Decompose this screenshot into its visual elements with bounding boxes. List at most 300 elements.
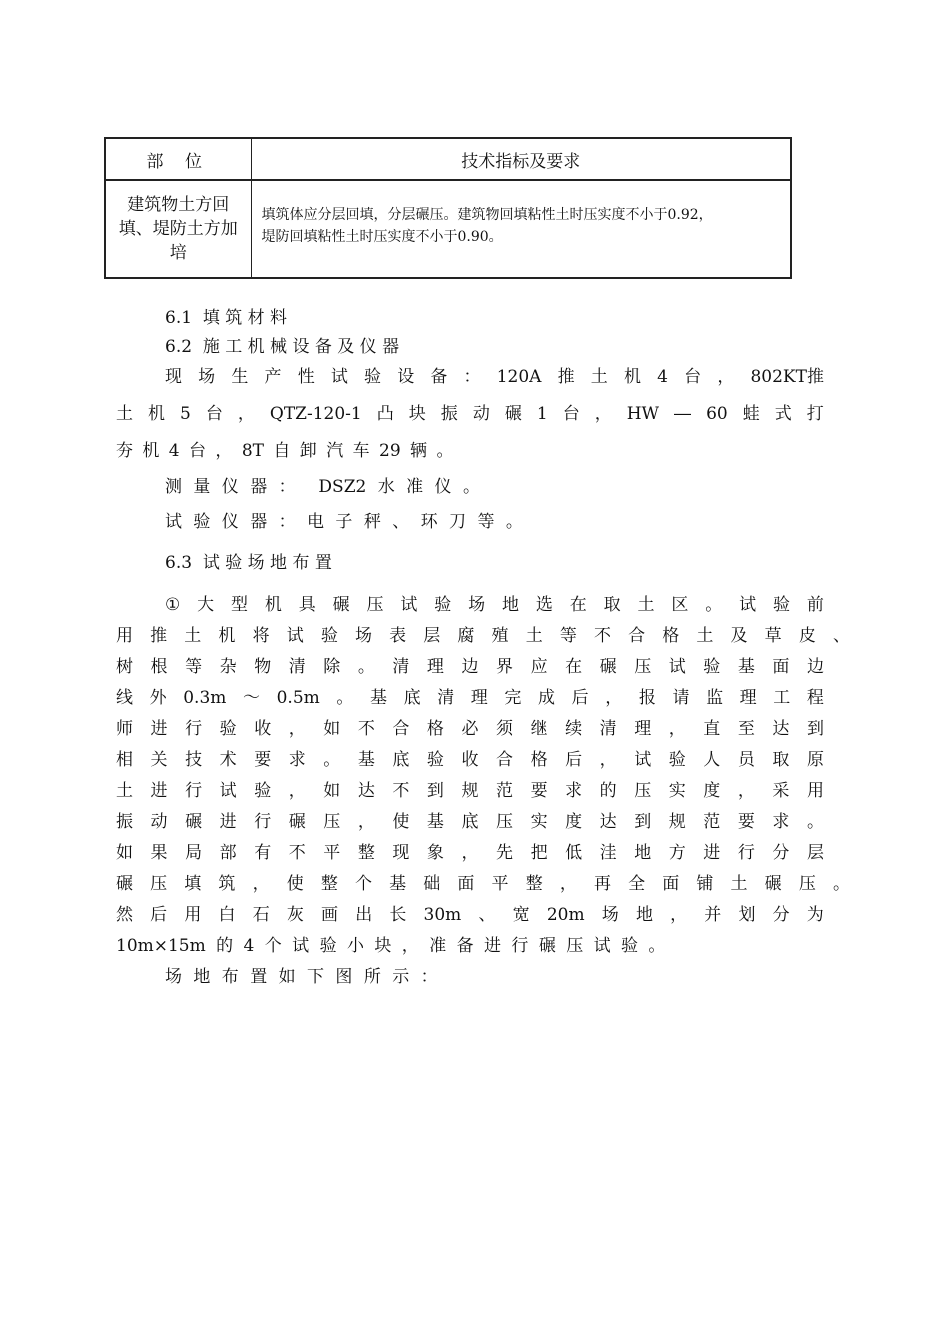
line-token: 面	[772, 657, 790, 677]
line-token: 压	[150, 874, 168, 894]
site-paragraph-line	[116, 811, 824, 833]
line-token: ，	[717, 367, 735, 387]
line-token: 后	[150, 905, 168, 925]
line-token: 蛙	[742, 404, 760, 424]
line-token: 推	[557, 367, 575, 387]
line-token: 原	[806, 750, 824, 770]
line-token: 整	[357, 843, 375, 863]
line-token: 验	[773, 595, 790, 615]
line-token: 。	[806, 812, 824, 832]
line-token: 行	[185, 719, 203, 739]
line-token: 碾	[185, 812, 203, 832]
site-paragraph-line	[165, 594, 824, 616]
line-token: 根	[150, 657, 168, 677]
line-token: 土	[637, 595, 655, 615]
line-token: 草	[764, 626, 782, 646]
line-token: 人	[703, 750, 721, 770]
line-token: 皮	[798, 626, 816, 646]
line-token: 面	[662, 874, 680, 894]
line-token: ，	[599, 750, 617, 770]
line-token: 如	[323, 781, 341, 801]
row-requirement-line: 填筑体应分层回填，分层碾压。建筑物回填粘性土时压实度不小于0.92，	[261, 207, 713, 223]
line-token: 划	[738, 905, 756, 925]
line-token: 压	[798, 874, 816, 894]
line-token: 推	[150, 626, 168, 646]
line-token: 规	[461, 781, 479, 801]
line-token: ，	[668, 719, 686, 739]
line-token: 程	[806, 688, 824, 708]
line-token: 地	[634, 843, 652, 863]
line-token: 用	[806, 781, 824, 801]
line-token: 面	[457, 874, 475, 894]
line-token: 产	[264, 367, 282, 387]
line-token: 局	[185, 843, 203, 863]
line-token: 长	[389, 905, 407, 925]
line-token: 收	[254, 719, 272, 739]
line-token: 报	[638, 688, 656, 708]
line-token: 行	[254, 812, 272, 832]
line-token: 宽	[512, 905, 530, 925]
line-token: 底	[461, 812, 479, 832]
line-token: 白	[218, 905, 236, 925]
line-token: 如	[116, 843, 133, 863]
line-token: 验	[434, 595, 452, 615]
line-token: 再	[593, 874, 611, 894]
line-token: 行	[185, 781, 203, 801]
line-token: 。	[832, 874, 850, 894]
line-token: 台	[684, 367, 702, 387]
site-paragraph-line	[116, 842, 824, 864]
line-token: 进	[219, 812, 237, 832]
line-token: 杂	[219, 657, 237, 677]
line-token: 使	[392, 812, 410, 832]
line-token: ，	[670, 905, 688, 925]
line-token: QTZ-120-1	[269, 404, 362, 424]
line-token: 振	[440, 404, 458, 424]
line-token: 实	[668, 781, 686, 801]
line-token: 达	[772, 719, 790, 739]
line-token: 合	[392, 719, 410, 739]
line-token: 0.5m	[276, 688, 320, 708]
line-token: 范	[496, 781, 514, 801]
site-paragraph-line	[116, 687, 824, 709]
line-token: 在	[565, 657, 583, 677]
line-token: ～	[242, 688, 260, 708]
line-token: 基	[426, 812, 444, 832]
line-token: 清	[392, 657, 410, 677]
line-token: 整	[525, 874, 543, 894]
line-token: 5	[180, 404, 191, 424]
line-token: 成	[538, 688, 556, 708]
line-token: ，	[737, 781, 755, 801]
line-token: 格	[426, 719, 444, 739]
line-token: 全	[628, 874, 646, 894]
line-token: 理	[739, 688, 757, 708]
line-token: 不	[288, 843, 306, 863]
site-paragraph-line: 10m×15m 的 4 个 试 验 小 块 ， 准 备 进 行 碾 压 试 验 。	[116, 936, 666, 956]
line-token: 平	[323, 843, 341, 863]
line-token: 直	[703, 719, 721, 739]
line-token: 线	[116, 688, 133, 708]
header-requirements: 技术指标及要求	[251, 138, 791, 180]
line-token: 请	[672, 688, 690, 708]
line-token: 筑	[218, 874, 236, 894]
line-token: 基	[737, 657, 755, 677]
line-token: ，	[559, 874, 577, 894]
line-token: 、	[478, 905, 496, 925]
row-location	[105, 180, 251, 278]
line-token: 式	[774, 404, 792, 424]
line-token: 画	[321, 905, 339, 925]
line-token: 到	[806, 719, 824, 739]
line-token: 试	[219, 781, 237, 801]
line-token: 120A	[496, 367, 542, 387]
line-token: 碾	[504, 404, 522, 424]
line-token: 的	[599, 781, 617, 801]
spec-table	[104, 137, 792, 279]
line-token: 台	[205, 404, 223, 424]
line-token: 先	[496, 843, 514, 863]
line-token: 范	[703, 812, 721, 832]
section-6-2-heading: 6.2 施 工 机 械 设 备 及 仪 器	[165, 337, 400, 357]
line-token: 机	[623, 367, 641, 387]
line-token: 不	[392, 781, 410, 801]
line-token: 将	[252, 626, 270, 646]
line-token: 30m	[423, 905, 462, 925]
line-token: 台	[562, 404, 580, 424]
line-token: 填	[184, 874, 202, 894]
line-token: 收	[461, 750, 479, 770]
line-token: 土	[696, 626, 714, 646]
line-token: 界	[496, 657, 514, 677]
line-token: 凸	[376, 404, 394, 424]
line-token: ，	[237, 404, 255, 424]
line-token: 土	[116, 781, 133, 801]
line-token: 动	[472, 404, 490, 424]
line-token: 试	[668, 657, 686, 677]
row-requirements	[251, 180, 791, 278]
line-token: 达	[357, 781, 375, 801]
site-paragraph-line	[116, 873, 850, 895]
line-token: 合	[628, 626, 646, 646]
row-location-line: 建筑物土方回	[127, 195, 230, 215]
line-token: 灰	[286, 905, 304, 925]
line-token: 技	[185, 750, 203, 770]
line-token: 场	[198, 367, 216, 387]
line-token: 行	[737, 843, 755, 863]
line-token: 土	[116, 404, 133, 424]
line-token: 完	[504, 688, 522, 708]
line-token: 选	[535, 595, 553, 615]
line-token: 土	[184, 626, 202, 646]
line-token: 清	[599, 719, 617, 739]
line-token: 要	[530, 781, 548, 801]
line-token: 0.3m	[183, 688, 227, 708]
line-token: 。	[323, 750, 341, 770]
line-token: 振	[116, 812, 133, 832]
line-token: 生	[231, 367, 249, 387]
row-location-line: 填、堤防土方加	[118, 219, 238, 239]
line-token: 压	[366, 595, 384, 615]
line-token: 个	[354, 874, 372, 894]
line-token: 。	[357, 657, 375, 677]
line-token: 求	[565, 781, 583, 801]
line-token: 继	[530, 719, 548, 739]
line-token: 树	[116, 657, 133, 677]
line-token: 然	[116, 905, 133, 925]
line-token: 压	[323, 812, 341, 832]
line-token: 使	[286, 874, 304, 894]
line-token: 整	[320, 874, 338, 894]
line-token: 碾	[288, 812, 306, 832]
line-token: 到	[634, 812, 652, 832]
line-token: 至	[737, 719, 755, 739]
line-token: ―	[674, 404, 692, 424]
line-token: 等	[185, 657, 203, 677]
header-location: 部 位	[105, 138, 251, 180]
line-token: 理	[634, 719, 652, 739]
line-token: 取	[603, 595, 621, 615]
line-token: 并	[704, 905, 722, 925]
line-token: 等	[559, 626, 577, 646]
line-token: ，	[288, 719, 306, 739]
equipment-line	[165, 366, 824, 388]
line-token: 术	[219, 750, 237, 770]
line-token: 现	[165, 367, 182, 387]
line-token: 试	[330, 367, 348, 387]
line-token: 地	[502, 595, 519, 615]
line-token: 有	[254, 843, 272, 863]
line-token: 要	[254, 750, 272, 770]
line-token: 实	[530, 812, 548, 832]
line-token: 机	[264, 595, 282, 615]
line-token: ：	[463, 367, 481, 387]
line-token: 监	[706, 688, 724, 708]
line-token: 现	[392, 843, 410, 863]
survey-instruments-line: 测 量 仪 器 ： DSZ2 水 准 仪 。	[165, 477, 480, 497]
line-token: 规	[668, 812, 686, 832]
line-token: 前	[806, 595, 824, 615]
line-token: 验	[254, 781, 272, 801]
line-token: 分	[772, 905, 790, 925]
line-token: 802KT推	[750, 367, 824, 387]
line-token: 碾	[764, 874, 782, 894]
line-token: 石	[252, 905, 270, 925]
line-token: 压	[496, 812, 514, 832]
line-token: 用	[184, 905, 202, 925]
site-paragraph-line	[116, 656, 824, 678]
line-token: 理	[470, 688, 488, 708]
line-token: 层	[423, 626, 441, 646]
line-token: 把	[530, 843, 548, 863]
site-paragraph-line	[116, 718, 824, 740]
line-token: 动	[150, 812, 168, 832]
line-token: 分	[772, 843, 790, 863]
line-token: 层	[806, 843, 824, 863]
line-token: 性	[297, 367, 315, 387]
line-token: 块	[408, 404, 426, 424]
line-token: 设	[397, 367, 415, 387]
line-token: 必	[461, 719, 479, 739]
line-token: 验	[426, 750, 444, 770]
equipment-line	[116, 403, 824, 425]
line-token: 求	[772, 812, 790, 832]
line-token: 合	[496, 750, 514, 770]
line-token: 打	[806, 404, 824, 424]
line-token: ，	[288, 781, 306, 801]
line-token: 平	[491, 874, 509, 894]
line-token: 除	[323, 657, 341, 677]
line-token: 1	[536, 404, 548, 424]
line-token: 。	[336, 688, 354, 708]
spec-table-row	[105, 180, 791, 278]
equipment-line: 夯 机 4 台 ， 8T 自 卸 汽 车 29 辆 。	[116, 441, 454, 461]
line-token: 物	[254, 657, 272, 677]
line-token: 理	[426, 657, 444, 677]
line-token: ，	[252, 874, 270, 894]
line-token: 60	[706, 404, 728, 424]
line-token: 场	[601, 905, 619, 925]
line-token: 边	[461, 657, 479, 677]
line-token: 应	[530, 657, 548, 677]
line-token: 不	[357, 719, 375, 739]
line-token: 土	[590, 367, 608, 387]
line-token: 及	[730, 626, 748, 646]
line-token: 关	[150, 750, 168, 770]
line-token: 验	[668, 750, 686, 770]
line-token: 续	[565, 719, 583, 739]
line-token: 外	[149, 688, 167, 708]
line-token: 后	[571, 688, 589, 708]
line-token: 方	[668, 843, 686, 863]
line-token: 殖	[491, 626, 509, 646]
line-token: 试	[739, 595, 757, 615]
line-token: 区	[671, 595, 689, 615]
line-token: 碾	[599, 657, 617, 677]
row-requirement-line: 堤防回填粘性土时压实度不小于0.90。	[261, 229, 503, 245]
line-token: 低	[565, 843, 583, 863]
spec-table-header-row	[105, 138, 791, 180]
line-token: 底	[403, 688, 421, 708]
line-token: 。	[705, 595, 723, 615]
line-token: 到	[426, 781, 444, 801]
section-6-3-heading: 6.3 试 验 场 地 布 置	[165, 553, 332, 573]
line-token: 工	[773, 688, 791, 708]
line-token: ，	[594, 404, 612, 424]
line-token: 进	[150, 781, 168, 801]
line-token: 压	[634, 657, 652, 677]
line-token: 验	[219, 719, 237, 739]
line-token: 地	[635, 905, 653, 925]
line-token: 场	[354, 626, 372, 646]
test-instruments-line: 试 验 仪 器 ： 电 子 秤 、 环 刀 等 。	[165, 512, 523, 532]
line-token: 出	[355, 905, 373, 925]
section-6-1-heading: 6.1 填 筑 材 料	[165, 308, 288, 328]
line-token: 基	[357, 750, 375, 770]
line-token: 土	[730, 874, 748, 894]
row-location-line: 培	[169, 243, 187, 263]
line-token: 基	[389, 874, 407, 894]
site-paragraph-line	[116, 904, 824, 926]
line-token: 20m	[546, 905, 585, 925]
line-token: 底	[392, 750, 410, 770]
line-token: 4	[657, 367, 668, 387]
line-token: 础	[423, 874, 441, 894]
line-token: 不	[593, 626, 611, 646]
line-token: 果	[150, 843, 168, 863]
line-token: 试	[400, 595, 418, 615]
line-token: 清	[437, 688, 455, 708]
line-token: 清	[288, 657, 306, 677]
line-token: 后	[565, 750, 583, 770]
line-token: 师	[116, 719, 133, 739]
line-token: 格	[662, 626, 680, 646]
line-token: 部	[219, 843, 237, 863]
line-token: 型	[231, 595, 248, 615]
line-token: 碾	[332, 595, 350, 615]
line-token: 要	[737, 812, 755, 832]
line-token: 度	[565, 812, 583, 832]
line-token: ，	[461, 843, 479, 863]
line-token: 备	[430, 367, 448, 387]
layout-note: 场 地 布 置 如 下 图 所 示 ：	[165, 967, 438, 987]
line-token: 验	[703, 657, 721, 677]
line-token: HW	[626, 404, 660, 424]
line-token: 压	[634, 781, 652, 801]
line-token: 试	[634, 750, 652, 770]
line-token: 在	[569, 595, 587, 615]
line-token: 、	[832, 626, 850, 646]
line-token: 碾	[116, 874, 133, 894]
line-token: ，	[357, 812, 375, 832]
line-token: 机	[148, 404, 166, 424]
line-token: 土	[525, 626, 543, 646]
line-token: 验	[364, 367, 382, 387]
line-token: 边	[806, 657, 824, 677]
line-token: 员	[737, 750, 755, 770]
line-token: 取	[772, 750, 790, 770]
line-token: 进	[150, 719, 168, 739]
line-token: 机	[218, 626, 236, 646]
line-token: 大	[197, 595, 215, 615]
line-token: 基	[369, 688, 387, 708]
line-token: 相	[116, 750, 133, 770]
site-paragraph-line	[116, 780, 824, 802]
line-token: 表	[389, 626, 407, 646]
site-paragraph-line	[116, 625, 850, 647]
line-token: 进	[703, 843, 721, 863]
line-token: 须	[496, 719, 514, 739]
line-token: 验	[320, 626, 338, 646]
line-token: 象	[426, 843, 444, 863]
line-token: 求	[288, 750, 306, 770]
line-token: 为	[806, 905, 824, 925]
line-token: 格	[530, 750, 548, 770]
line-token: 具	[298, 595, 316, 615]
line-token: 如	[323, 719, 341, 739]
line-token: 场	[468, 595, 486, 615]
line-token: 达	[599, 812, 617, 832]
line-token: 洼	[599, 843, 617, 863]
line-token: ①	[165, 595, 181, 615]
line-token: 度	[703, 781, 721, 801]
line-token: ，	[605, 688, 623, 708]
site-paragraph-line	[116, 749, 824, 771]
line-token: 试	[286, 626, 304, 646]
line-token: 腐	[457, 626, 475, 646]
line-token: 用	[116, 626, 133, 646]
line-token: 铺	[696, 874, 714, 894]
